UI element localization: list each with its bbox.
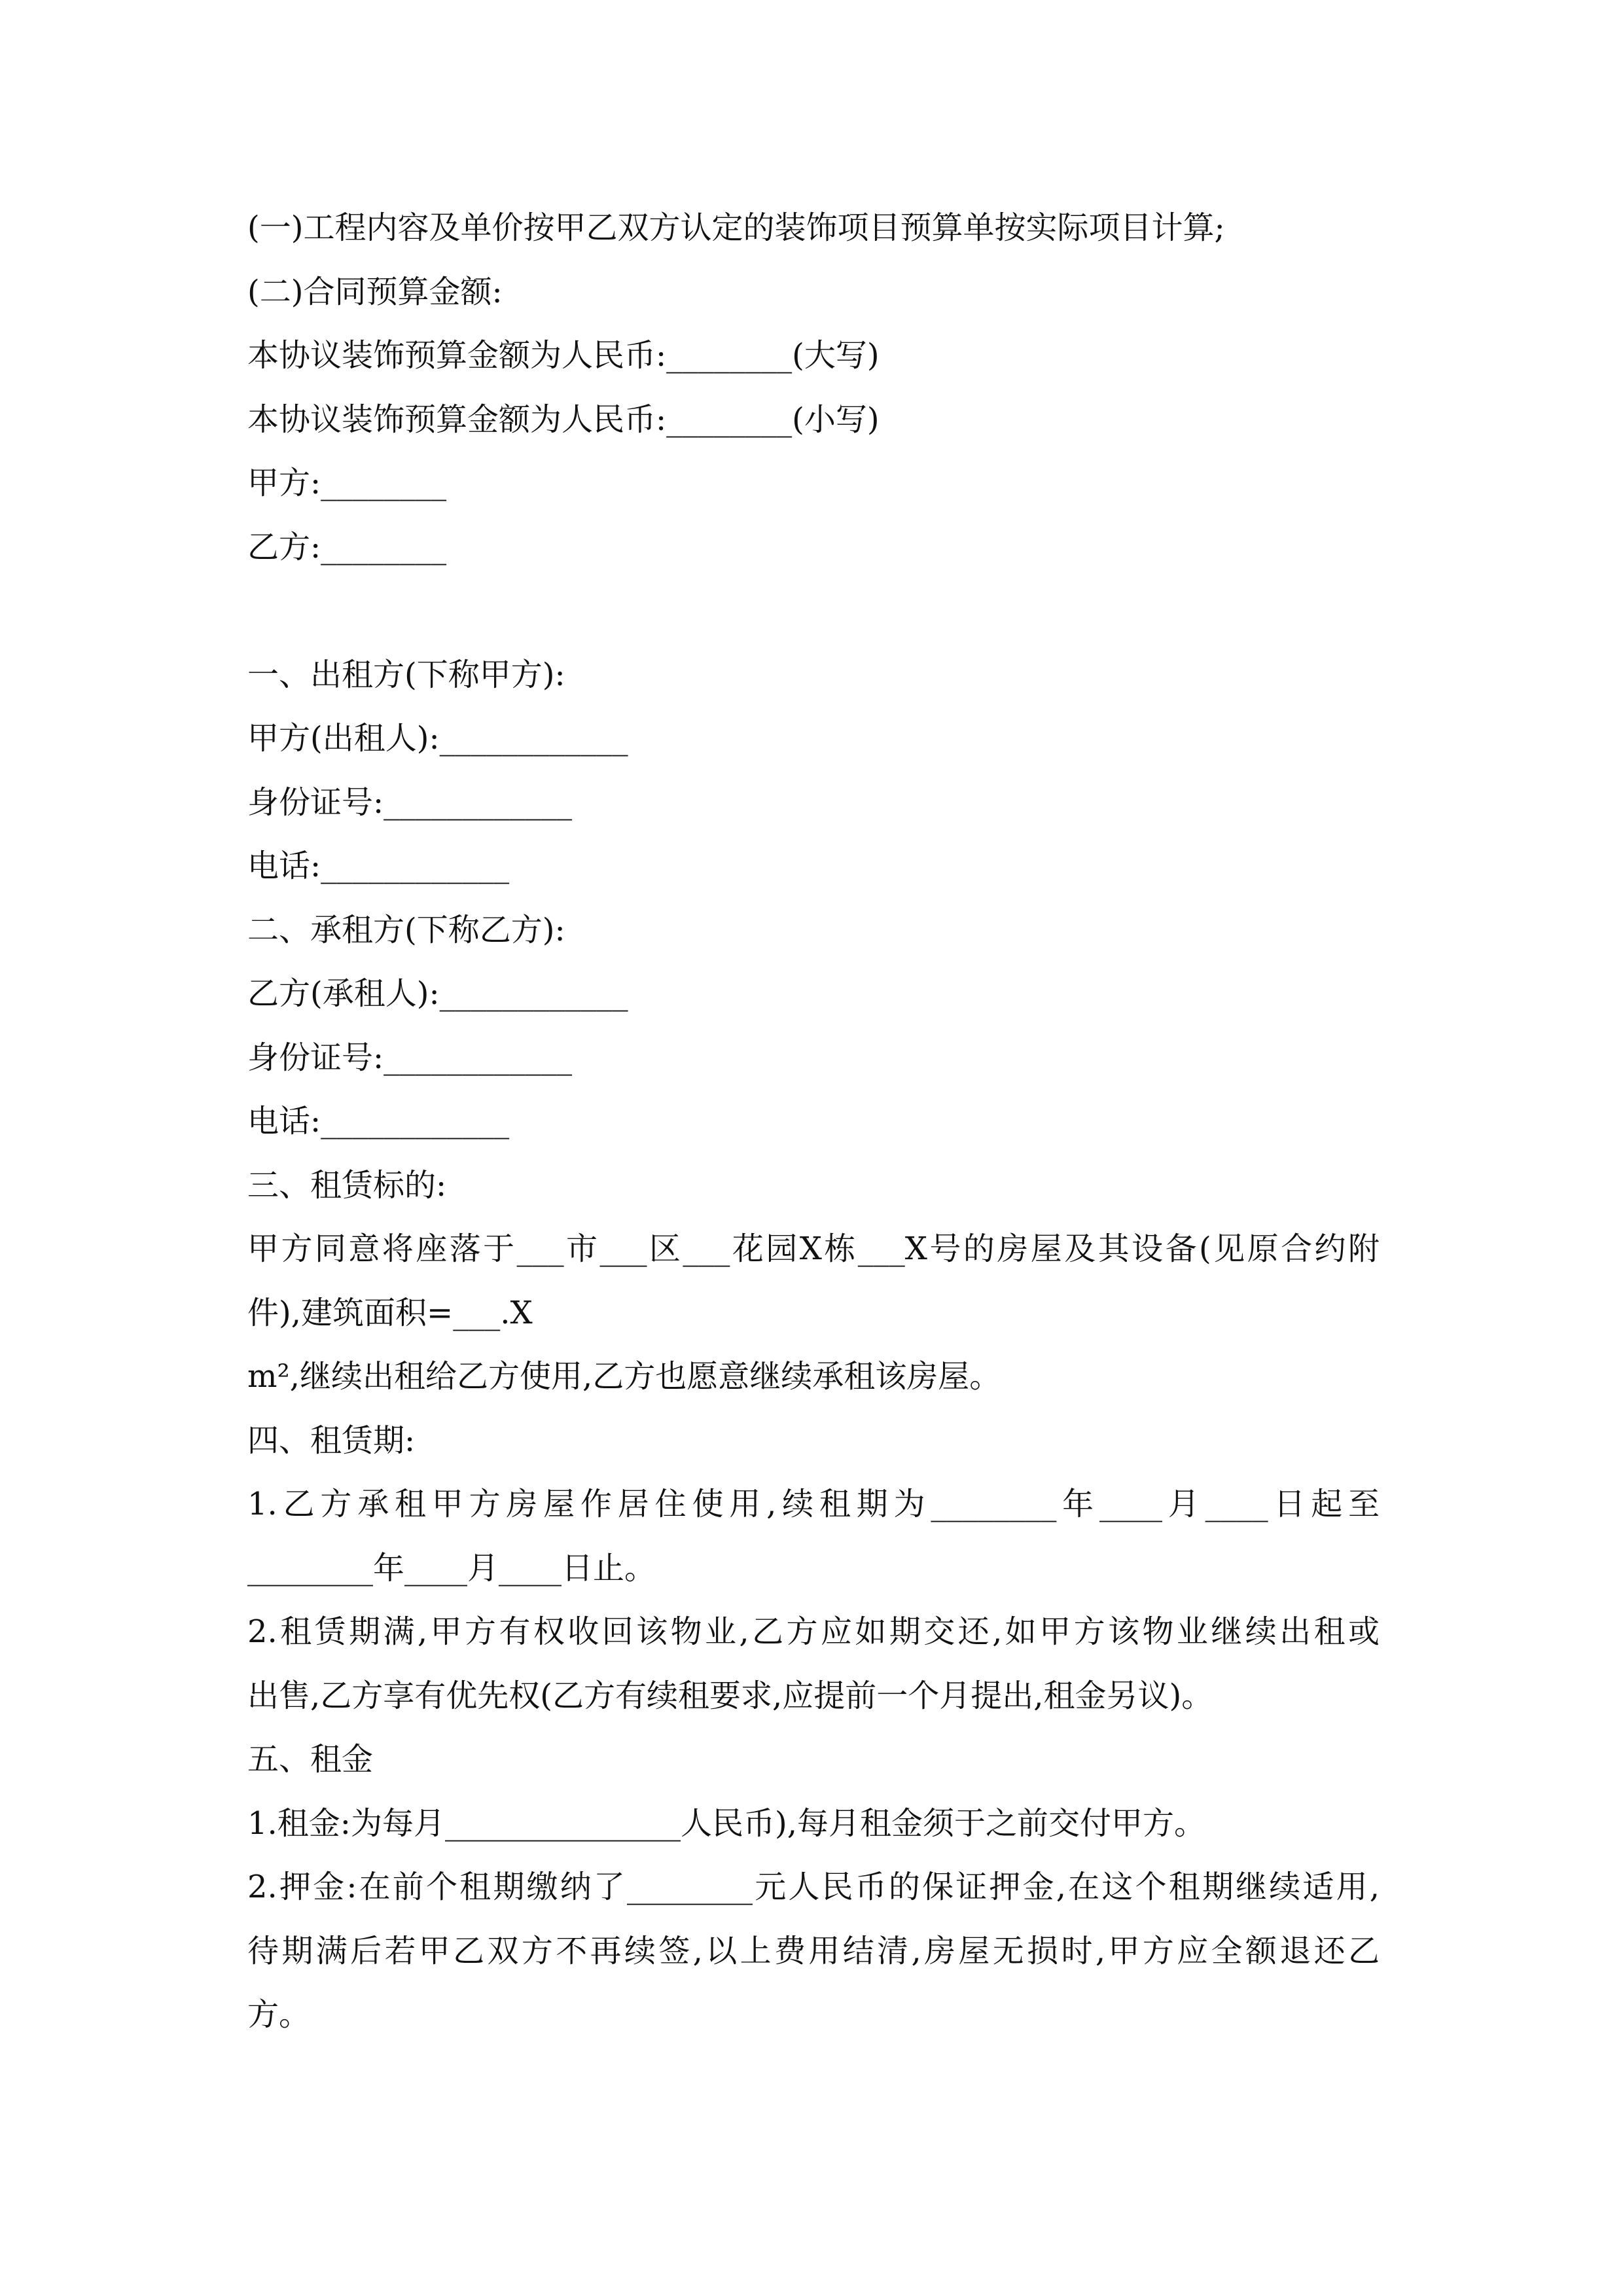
- rent-item-1: 1.租金:为每月_______________人民币),每月租金须于之前交付甲方。: [247, 1804, 1205, 1842]
- lessee-name-line: 乙方(承租人):____________: [247, 975, 628, 1012]
- subject-heading: 三、租赁标的:: [247, 1166, 447, 1204]
- rent-heading: 五、租金: [247, 1741, 374, 1778]
- lessee-id-line: 身份证号:____________: [247, 1039, 573, 1076]
- term-item-2-line-2: 出售,乙方享有优先权(乙方有续租要求,应提前一个月提出,租金另议)。: [247, 1677, 1213, 1714]
- section-spacer: [247, 579, 1380, 643]
- rent-item-2-line-1: 2.押金:在前个租期缴纳了________元人民币的保证押金,在这个租期继续适用,: [247, 1869, 1380, 1905]
- lessee-phone-line: 电话:____________: [247, 1103, 510, 1139]
- lessor-id-line: 身份证号:____________: [247, 783, 573, 821]
- subject-text-line-2: 件),建筑面积=___.X: [247, 1294, 533, 1331]
- document-body: [247, 196, 1380, 2047]
- term-heading: 四、租赁期:: [247, 1422, 416, 1459]
- subject-text-line-1: 甲方同意将座落于___市___区___花园X栋___X号的房屋及其设备(见原合约附: [247, 1230, 1380, 1267]
- lessee-heading: 二、承租方(下称乙方):: [247, 911, 565, 948]
- rent-item-2-line-3: 方。: [247, 1996, 311, 2033]
- term-item-1-line-2: ________年____月____日止。: [247, 1549, 656, 1587]
- budget-item-1: (一)工程内容及单价按甲乙双方认定的装饰项目预算单按实际项目计算;: [247, 209, 1225, 246]
- subject-text-line-3: m²,继续出租给乙方使用,乙方也愿意继续承租该房屋。: [247, 1358, 1001, 1395]
- rent-item-2-line-2: 待期满后若甲乙双方不再续签,以上费用结清,房屋无损时,甲方应全额退还乙: [247, 1932, 1380, 1969]
- party-a-signature-line: 甲方:________: [247, 465, 447, 501]
- term-item-2-line-1: 2.租赁期满,甲方有权收回该物业,乙方应如期交还,如甲方该物业继续出租或: [247, 1613, 1380, 1650]
- amount-lower-line: 本协议装饰预算金额为人民币:________(小写): [247, 401, 880, 438]
- lessor-name-line: 甲方(出租人):____________: [247, 720, 628, 757]
- lessor-heading: 一、出租方(下称甲方):: [247, 656, 565, 693]
- term-item-1-line-1: 1.乙方承租甲方房屋作居住使用,续租期为________年____月____日起至: [247, 1486, 1380, 1522]
- amount-upper-line: 本协议装饰预算金额为人民币:________(大写): [247, 337, 880, 374]
- budget-item-2: (二)合同预算金额:: [247, 273, 503, 310]
- lessor-phone-line: 电话:____________: [247, 848, 510, 884]
- party-b-signature-line: 乙方:________: [247, 528, 447, 565]
